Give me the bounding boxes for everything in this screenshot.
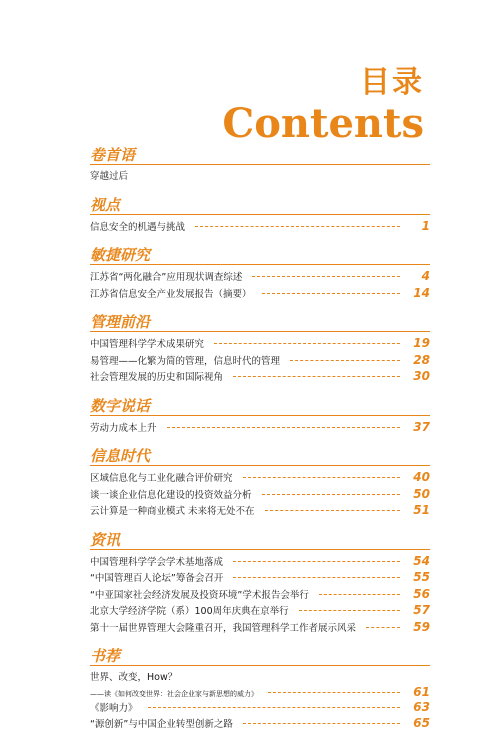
toc-entry[interactable] [90, 503, 430, 520]
toc-entry[interactable] [90, 554, 430, 571]
dot-leader [214, 343, 400, 344]
dot-leader [265, 510, 400, 511]
dot-leader [366, 627, 400, 628]
page-number: 63 [413, 699, 430, 714]
dot-leader [233, 561, 400, 562]
entry-title: 云计算是一种商业模式 未来将无处不在 [90, 506, 255, 517]
section-divider [90, 264, 430, 265]
toc-entry[interactable]: 穿越过后 [90, 171, 129, 182]
section-title: 数字说话 [90, 396, 151, 415]
entry-title: 中国管理科学学术成果研究 [90, 339, 205, 350]
page-number: 1 [421, 218, 430, 233]
page-number: 30 [413, 369, 430, 383]
toc-entry[interactable] [90, 219, 430, 236]
section-divider [90, 331, 430, 332]
toc-entry[interactable] [90, 369, 430, 386]
toc-entry[interactable] [90, 603, 430, 620]
page-number: 51 [413, 503, 430, 517]
toc-entry[interactable]: 世界、改变，How？ [90, 672, 178, 683]
toc-entry[interactable] [90, 470, 430, 487]
table-of-contents [90, 145, 430, 743]
toc-section [90, 530, 430, 637]
section-title: 管理前沿 [90, 313, 151, 331]
toc-entry[interactable] [90, 686, 430, 700]
dot-leader [262, 494, 400, 495]
entry-title: “中国管理百人论坛”筹备会召开 [90, 573, 224, 584]
dot-leader [268, 692, 400, 693]
section-heading [90, 396, 430, 420]
toc-section [90, 646, 430, 733]
entry-title: 易管理——化繁为简的管理，信息时代的管理 [90, 355, 281, 367]
section-divider [90, 164, 430, 165]
dot-leader [243, 723, 400, 724]
dot-leader [233, 577, 400, 578]
dot-leader [252, 276, 400, 277]
toc-entry[interactable] [90, 487, 430, 504]
toc-entry[interactable] [90, 286, 430, 303]
toc-entry[interactable] [90, 420, 430, 437]
toc-header [222, 66, 424, 146]
dot-leader [299, 610, 400, 611]
entry-title: 信息安全的机遇与挑战 [90, 221, 186, 233]
page-number: 19 [413, 336, 430, 350]
entry-title: 谈一谈企业信息化建设的投资效益分析 [90, 489, 252, 501]
dot-leader [195, 226, 400, 227]
page-number: 56 [413, 586, 430, 601]
toc-section [90, 396, 430, 437]
entry-title: ——读《如何改变世界：社会企业家与新思想的威力》 [90, 689, 258, 698]
toc-section [90, 312, 430, 386]
page-number: 4 [421, 269, 430, 283]
toc-section [90, 195, 430, 236]
section-title: 资讯 [90, 530, 121, 549]
page-number: 57 [413, 603, 430, 617]
page-number: 37 [413, 419, 430, 434]
entry-title: 中国管理科学学会学术基地落成 [90, 556, 224, 568]
page-number: 50 [413, 486, 430, 501]
entry-title: “源创新”与中国企业转型创新之路 [90, 719, 233, 730]
section-title: 书荐 [90, 647, 121, 665]
page-number: 40 [413, 470, 430, 484]
section-title: 视点 [90, 195, 121, 214]
page-number: 65 [413, 716, 430, 730]
section-title: 信息时代 [90, 447, 151, 465]
toc-section [90, 145, 430, 185]
dot-leader [243, 477, 400, 478]
toc-entry[interactable] [90, 336, 430, 353]
section-title: 卷首语 [90, 146, 136, 164]
entry-title: 劳动力成本上升 [90, 422, 157, 434]
section-divider [90, 214, 430, 215]
page-number: 28 [413, 352, 430, 367]
dot-leader [262, 293, 400, 294]
section-divider [90, 415, 430, 416]
toc-entry[interactable] [90, 716, 430, 733]
entry-title: “中亚国家社会经济发展及投资环境”学术报告会举行 [90, 589, 309, 601]
dot-leader [167, 427, 400, 428]
page-number: 14 [413, 285, 430, 300]
toc-entry[interactable] [90, 269, 430, 286]
section-heading [90, 195, 430, 219]
section-divider [90, 665, 430, 666]
title-english: Contents [222, 100, 424, 147]
entry-title: 区域信息化与工业化融合评价研究 [90, 473, 233, 484]
toc-section [90, 245, 430, 302]
section-divider [90, 549, 430, 550]
entry-title: 江苏省“两化融合”应用现状调查综述 [90, 272, 243, 283]
section-heading [90, 312, 430, 336]
section-heading [90, 530, 430, 554]
toc-entry[interactable] [90, 587, 430, 604]
toc-entry[interactable] [90, 570, 430, 587]
entry-title: 《影响力》 [90, 702, 138, 714]
page-number: 54 [413, 553, 430, 568]
dot-leader [233, 376, 400, 377]
page-number: 55 [413, 570, 430, 584]
page-number: 59 [413, 619, 430, 634]
dot-leader [148, 707, 400, 708]
section-title: 敏捷研究 [90, 246, 151, 264]
dot-leader [290, 360, 400, 361]
toc-entry[interactable] [90, 620, 430, 637]
section-heading [90, 646, 430, 670]
dot-leader [319, 594, 400, 595]
section-divider [90, 465, 430, 466]
entry-title: 第十一届世界管理大会隆重召开，我国管理科学工作者展示风采 [90, 622, 357, 634]
toc-entry[interactable] [90, 700, 430, 717]
page-number: 61 [413, 684, 430, 699]
section-heading [90, 145, 430, 169]
section-heading [90, 245, 430, 269]
entry-title: 社会管理发展的历史和国际视角 [90, 372, 224, 383]
toc-entry[interactable] [90, 353, 430, 370]
entry-title: 江苏省信息安全产业发展报告（摘要） [90, 288, 252, 300]
title-chinese: 目录 [360, 65, 424, 100]
toc-section [90, 446, 430, 520]
section-heading [90, 446, 430, 470]
entry-title: 北京大学经济学院（系）100周年庆典在京举行 [90, 606, 289, 617]
